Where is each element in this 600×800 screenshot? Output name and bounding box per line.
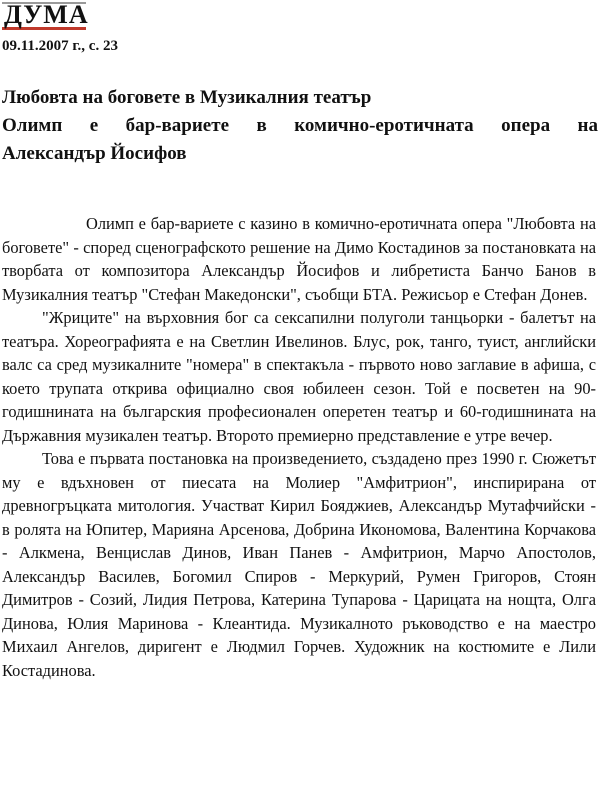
headline-line-2: Олимп е бар-вариете в комично-еротичната опера на <box>2 115 598 136</box>
article-headline <box>2 84 598 168</box>
headline-line-3: Александър Йосифов <box>2 143 187 164</box>
article-paragraph-2: "Жриците" на върховния бог са сексапилни полуголи танцьорки - балетът на театъра. Хореографията е на Светлин Ивелинов. Блус, рок, танго, туист, английски валс са сред музикалните "номера" в спектакъла - първото ново заглавие в афиша, с което трупата открива официално своя юбилеен сезон. Той е посветен на 90-годишнината на българския професионален оперетен театър и 60-годишнината на Държавния музикален театър. Второто премиерно представление е утре вечер. <box>2 308 596 445</box>
article-body <box>2 212 596 682</box>
publication-date: 09.11.2007 г., с. 23 <box>2 38 118 54</box>
article-paragraph-1: Олимп е бар-вариете с казино в комично-еротичната опера "Любовта на боговете" - според сценографското решение на Димо Костадинов за постановката на творбата от композитора Александър Йосифов и либретиста Банчо Банов в Музикалния театър "Стефан Македонски", съобщи БТА. Режисьор е Стефан Донев. <box>2 214 596 304</box>
headline-line-1: Любовта на боговете в Музикалния театър <box>2 87 372 108</box>
logo-text: ДУМА <box>4 0 89 29</box>
article-paragraph-3: Това е първата постановка на произведението, създадено през 1990 г. Сюжетът му е вдъхновен от пиесата на Молиер "Амфитрион", инспирирана от древногръцката митология. Участват Кирил Бояджиев, Александър Мутафчийски - в ролята на Юпитер, Марияна Арсенова, Добрина Икономова, Валентина Корчакова - Алкмена, Венцислав Динов, Иван Панев - Амфитрион, Марчо Апостолов, Александър Василев, Богомил Спиров - Меркурий, Румен Григоров, Стоян Димитров - Созий, Лидия Петрова, Катерина Тупарова - Царицата на нощта, Олга Динова, Юлия Маринова - Клеантида. Музикалното ръководство е на маестро Михаил Ангелов, диригент е Людмил Горчев. Художник на костюмите е Лили Костадинова. <box>2 449 596 680</box>
newspaper-logo <box>2 0 89 30</box>
